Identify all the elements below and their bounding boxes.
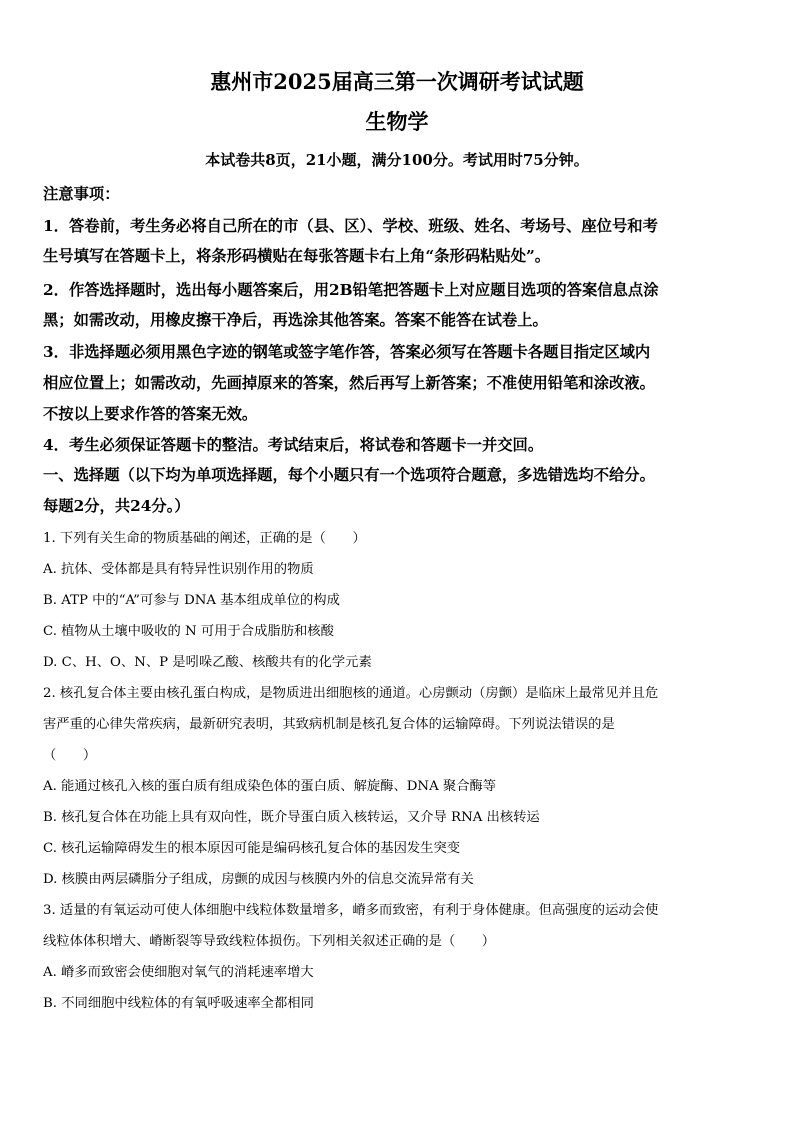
answer-option: A. 嵴多而致密会使细胞对氧气的消耗速率增大 [43,965,314,980]
question-stem: 2. 核孔复合体主要由核孔蛋白构成，是物质进出细胞核的通道。心房颤动（房颤）是临床上最常见并且危 [43,686,659,701]
exam-title: 惠州市2025届高三第一次调研考试试题 [210,69,584,94]
notice-line: 生号填写在答题卡上，将条形码横贴在每张答题卡右上角“条形码粘贴处”。 [43,247,551,265]
notice-line: 3．非选择题必须用黑色字迹的钢笔或签字笔作答，答案必须写在答题卡各题目指定区域内 [43,343,651,361]
notice-line: 黑；如需改动，用橡皮擦干净后，再选涂其他答案。答案不能答在试卷上。 [43,311,548,329]
section-heading: 每题2分，共24分。） [43,497,190,515]
notice-line: 不按以上要求作答的答案无效。 [43,405,258,423]
answer-option: D. 核膜由两层磷脂分子组成，房颤的成因与核膜内外的信息交流异常有关 [43,872,474,887]
answer-option: D. C、H、O、N、P 是吲哚乙酸、核酸共有的化学元素 [43,655,372,670]
subject-title: 生物学 [365,109,429,134]
question-stem: 3. 适量的有氧运动可使人体细胞中线粒体数量增多，嵴多而致密，有利于身体健康。但高强度的运动会使 [43,903,659,918]
question-stem: 线粒体体积增大、嵴断裂等导致线粒体损伤。下列相关叙述正确的是（ ） [43,934,496,949]
answer-option: A. 抗体、受体都是具有特异性识别作用的物质 [43,562,314,577]
question-stem: （ ） [43,748,97,763]
notice-line: 4．考生必须保证答题卡的整洁。考试结束后，将试卷和答题卡一并交回。 [43,436,544,454]
answer-option: B. 核孔复合体在功能上具有双向性，既介导蛋白质入核转运，又介导 RNA 出核转运 [43,810,540,825]
answer-option: A. 能通过核孔入核的蛋白质有组成染色体的蛋白质、解旋酶、DNA 聚合酶等 [43,779,497,794]
question-stem: 害严重的心律失常疾病，最新研究表明，其致病机制是核孔复合体的运输障碍。下列说法错误的是 [43,717,615,732]
exam-info: 本试卷共8页，21小题，满分100分。考试用时75分钟。 [205,151,589,169]
notice-heading: 注意事项： [43,185,120,203]
question-stem: 1. 下列有关生命的物质基础的阐述，正确的是（ ） [43,531,366,546]
notice-line: 相应位置上；如需改动，先画掉原来的答案，然后再写上新答案；不准使用铅笔和涂改液。 [43,374,655,392]
section-heading: 一、选择题（以下均为单项选择题，每个小题只有一个选项符合题意，多选错选均不给分。 [43,466,655,484]
notice-line: 1．答卷前，考生务必将自己所在的市（县、区）、学校、班级、姓名、考场号、座位号和考 [43,217,658,235]
notice-line: 2．作答选择题时，选出每小题答案后，用2B铅笔把答题卡上对应题目选项的答案信息点涂 [43,281,659,299]
answer-option: B. 不同细胞中线粒体的有氧呼吸速率全都相同 [43,996,314,1011]
answer-option: B. ATP 中的“A”可参与 DNA 基本组成单位的构成 [43,593,340,608]
answer-option: C. 植物从土壤中吸收的 N 可用于合成脂肪和核酸 [43,624,334,639]
answer-option: C. 核孔运输障碍发生的根本原因可能是编码核孔复合体的基因发生突变 [43,841,461,856]
